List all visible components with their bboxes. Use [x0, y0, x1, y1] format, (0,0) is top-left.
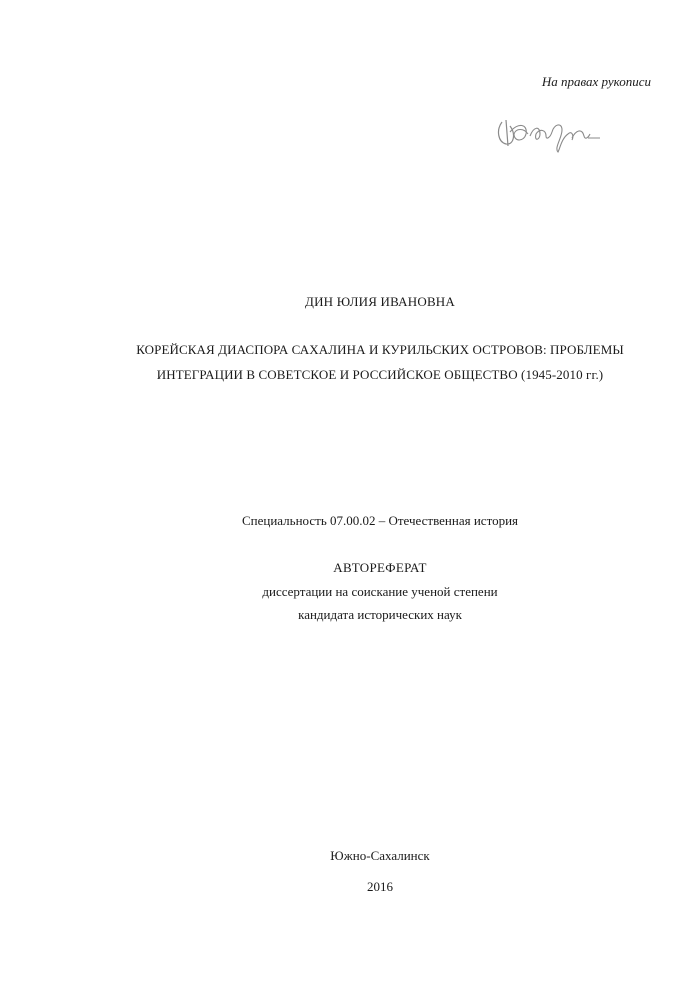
- document-description-line-2: кандидата исторических наук: [298, 607, 462, 622]
- dissertation-title-line-1: КОРЕЙСКАЯ ДИАСПОРА САХАЛИНА И КУРИЛЬСКИХ ОСТРОВОВ: ПРОБЛЕМЫ: [136, 342, 624, 357]
- document-type: АВТОРЕФЕРАТ: [333, 560, 427, 575]
- specialty-line: Специальность 07.00.02 – Отечественная история: [241, 513, 519, 528]
- dissertation-title-line-2: ИНТЕГРАЦИИ В СОВЕТСКОЕ И РОССИЙСКОЕ ОБЩЕСТВО (1945-2010 гг.): [156, 367, 604, 382]
- document-description-line-1: диссертации на соискание ученой степени: [262, 584, 498, 599]
- city: Южно-Сахалинск: [330, 848, 430, 863]
- handwritten-signature: [488, 108, 618, 158]
- manuscript-note: На правах рукописи: [541, 74, 651, 89]
- author-name: ДИН ЮЛИЯ ИВАНОВНА: [305, 294, 455, 309]
- year: 2016: [367, 879, 393, 894]
